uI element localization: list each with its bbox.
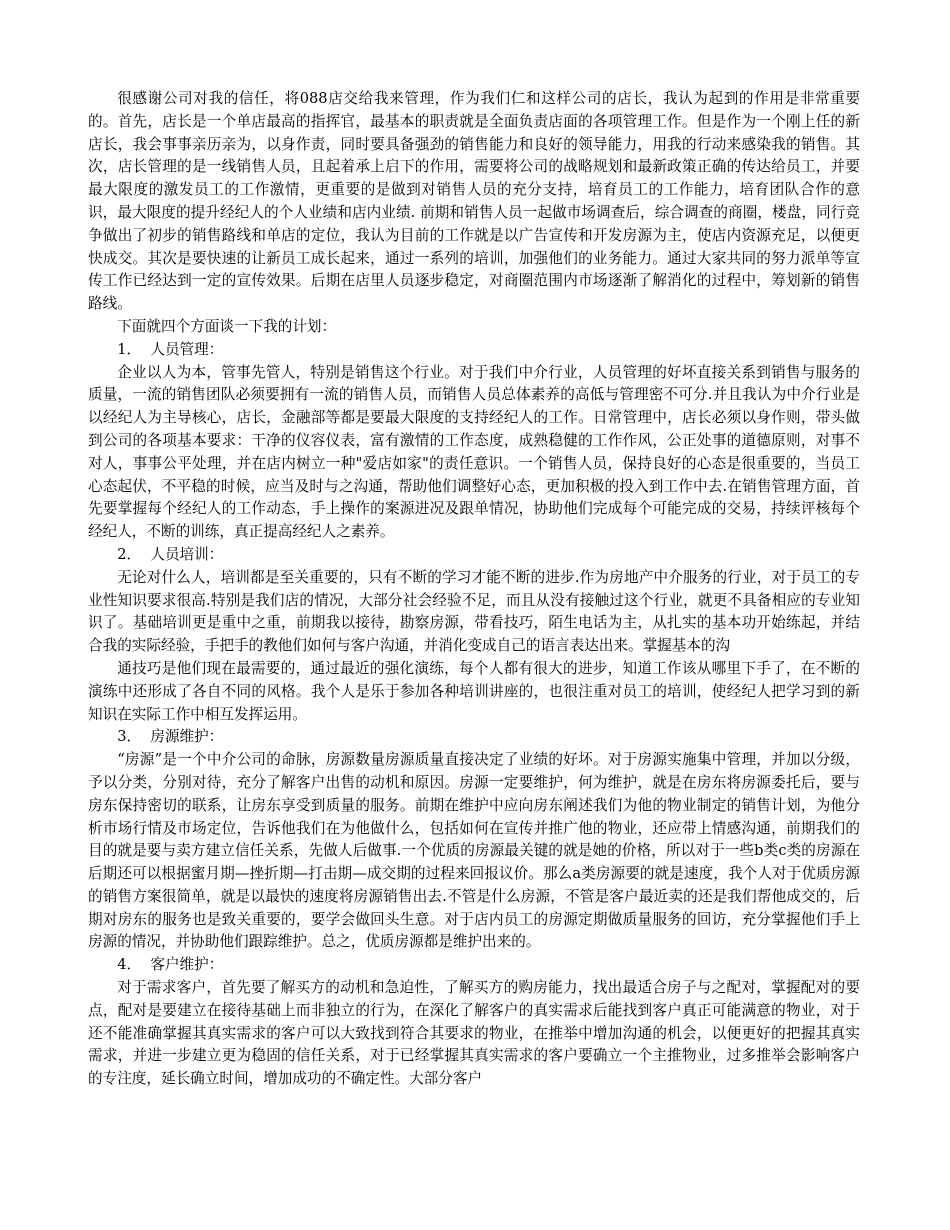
communication-skills-paragraph: 通技巧是他们现在最需要的，通过最近的强化演练，每个人都有很大的进步，知道工作该从哪里下手了，在不断的演练中还形成了各自不同的风格。我个人是乐于参加各种培训讲座的，也很注重对员工的培训，使经纪人把学习到的新知识在实际工作中相互发挥运用。 (88, 659, 860, 723)
personnel-management-paragraph: 企业以人为本，管事先管人，特别是销售这个行业。对于我们中介行业，人员管理的好坏直接关系到销售与服务的质量，一流的销售团队必须要拥有一流的销售人员，而销售人员总体素养的高低与管理密不可分.并且我认为中介行业是以经纪人为主导核心，店长，金融部等都是要最大限度的支持经纪人的工作。日常管理中，店长必须以身作则，带头做到公司的各项基本要求：干净的仪容仪表，富有激情的工作态度，成熟稳健的工作作风，公正处事的道德原则，对事不对人，事事公平处理，并在店内树立一种"爱店如家"的责任意识。一个销售人员，保持良好的心态是很重要的，当员工心态起伏，不平稳的时候，应当及时与之沟通，帮助他们调整好心态，更加积极的投入到工作中去.在销售管理方面，首先要掌握每个经纪人的工作动态，手上操作的案源进况及跟单情况，协助他们完成每个可能完成的交易，持续评核每个经纪人，不断的训练，真正提高经纪人之素养。 (88, 363, 860, 541)
intro-paragraph: 很感谢公司对我的信任，将088店交给我来管理，作为我们仁和这样公司的店长，我认为起到的作用是非常重要的。首先，店长是一个单店最高的指挥官，最基本的职责就是全面负责店面的各项管理工作。但是作为一个刚上任的新店长，我会事事亲历亲为，以身作责，同时要具备强劲的销售能力和良好的领导能力，用我的行动来感染我的销售。其次，店长管理的是一线销售人员，且起着承上启下的作用，需要将公司的战略规划和最新政策正确的传达给员工，并要最大限度的激发员工的工作激情，更重要的是做到对销售人员的充分支持，培育员工的工作能力，培育团队合作的意识，最大限度的提升经纪人的个人业绩和店内业绩. 前期和销售人员一起做市场调查后，综合调查的商圈，楼盘，同行竞争做出了初步的销售路线和单店的定位，我认为目前的工作就是以广告宣传和开发房源为主，使店内资源充足，以便更快成交。其次是要快速的让新员工成长起来，通过一系列的培训，加强他们的业务能力。通过大家共同的努力派单等宣传工作已经达到一定的宣传效果。后期在店里人员逐步稳定，对商圈范围内市场逐渐了解消化的过程中，筹划新的销售路线。 (88, 90, 860, 313)
personnel-training-paragraph: 无论对什么人，培训都是至关重要的，只有不断的学习才能不断的进步.作为房地产中介服务的行业，对于员工的专业性知识要求很高.特别是我们店的情况，大部分社会经验不足，而且从没有接触过这个行业，就更不具备相应的专业知识了。基础培训更是重中之重，前期我以接待，勘察房源，带看技巧，陌生电话为主，从扎实的基本功开始练起，并结合我的实际经验，手把手的教他们如何与客户沟通，并消化变成自己的语言表达出来。掌握基本的沟 (88, 568, 860, 655)
section-heading-personnel-management: 1． 人员管理： (117, 340, 224, 358)
client-maintenance-paragraph: 对于需求客户，首先要了解买方的动机和急迫性，了解买方的购房能力，找出最适合房子与之配对，掌握配对的要点，配对是要建立在接待基础上而非独立的行为，在深化了解客户的真实需求后能找到客户真正可能满意的物业，对于还不能准确掌握其真实需求的客户可以大致找到符合其要求的物业，在推举中增加沟通的机会，以便更好的把握其真实需求，并进一步建立更为稳固的信任关系，对于已经掌握其真实需求的客户要确立一个主推物业，过多推举会影响客户的专注度，延长确立时间，增加成功的不确定性。大部分客户 (88, 979, 860, 1088)
section-heading-client-maintenance: 4． 客户维护： (117, 956, 224, 974)
listing-maintenance-paragraph: “房源”是一个中介公司的命脉，房源数量房源质量直接决定了业绩的好坏。对于房源实施集中管理，并加以分级，予以分类，分别对待，充分了解客户出售的动机和原因。房源一定要维护，何为维护，就是在房东将房源委托后，要与房东保持密切的联系，让房东享受到质量的服务。前期在维护中应向房东阐述我们为他的物业制定的销售计划，为他分析市场行情及市场定位，告诉他我们在为他做什么，包括如何在宣传并推广他的物业，还应带上情感沟通，前期我们的目的就是要与卖方建立信任关系，先做人后做事.一个优质的房源最关键的就是她的价格，所以对于一些b类c类的房源在后期还可以根据蜜月期—挫折期—打击期—成交期的过程来回报议价。那么a类房源要的就是速度，我个人对于优质房源的销售方案很简单，就是以最快的速度将房源销售出去.不管是什么房源，不管是客户最近卖的还是我们帮他成交的，后期对房东的服务也是致关重要的，要学会做回头生意。对于店内员工的房源定期做质量服务的回访，充分掌握他们手上房源的情况，并协助他们跟踪维护。总之，优质房源都是维护出来的。 (88, 751, 860, 951)
document-page (88, 88, 860, 1091)
section-heading-listing-maintenance: 3． 房源维护： (117, 728, 224, 746)
section-heading-personnel-training: 2． 人员培训： (117, 545, 224, 563)
plan-intro-paragraph: 下面就四个方面谈一下我的计划： (117, 317, 337, 335)
